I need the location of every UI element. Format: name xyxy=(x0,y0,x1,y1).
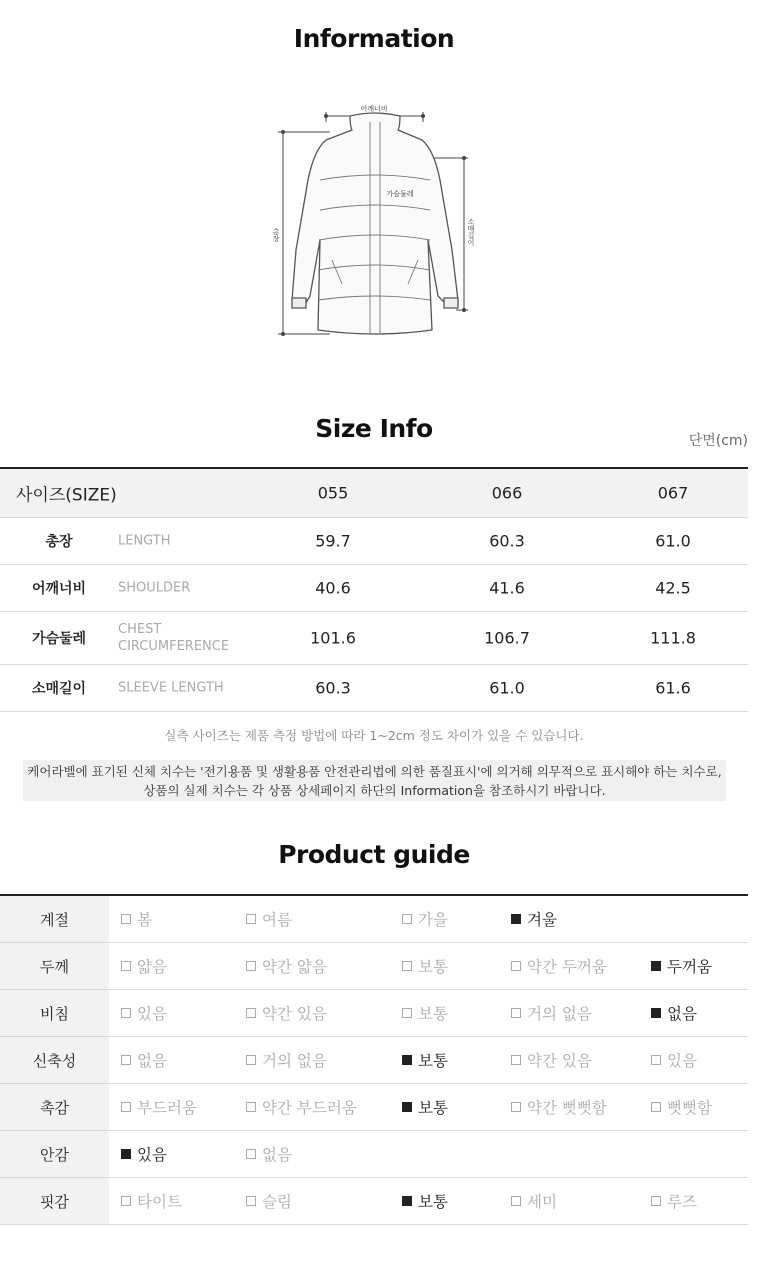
unchecked-box-icon xyxy=(511,961,521,971)
unchecked-box-icon xyxy=(121,1102,131,1112)
guide-option xyxy=(651,955,712,977)
guide-option-label: 약간 두꺼움 xyxy=(527,958,607,976)
guide-option xyxy=(511,955,607,977)
guide-option xyxy=(121,1002,167,1024)
size-row-kr: 어깨너비 xyxy=(31,581,87,597)
measurement-note: 실측 사이즈는 제품 측정 방법에 따라 1~2cm 정도 차이가 있을 수 있습니다. xyxy=(164,728,584,743)
unit-label: 단면(cm) xyxy=(688,433,748,449)
guide-option-label: 약간 있음 xyxy=(527,1052,592,1070)
size-value: 41.6 xyxy=(489,578,525,598)
unchecked-box-icon xyxy=(246,1102,256,1112)
diagram-label-shoulder: 어깨너비 xyxy=(360,105,388,113)
guide-option-label: 약간 얇음 xyxy=(262,958,327,976)
guide-option xyxy=(511,1049,592,1071)
unchecked-box-icon xyxy=(651,1102,661,1112)
guide-option-label: 가을 xyxy=(418,911,448,929)
size-value: 101.6 xyxy=(310,628,356,648)
size-value: 61.6 xyxy=(655,678,691,698)
guide-option-label: 세미 xyxy=(527,1193,557,1211)
size-value: 111.8 xyxy=(650,628,696,648)
guide-option-label: 보통 xyxy=(418,1193,448,1211)
size-table xyxy=(0,467,748,712)
guide-option-label: 보통 xyxy=(418,1052,448,1070)
unchecked-box-icon xyxy=(402,914,412,924)
checked-box-icon xyxy=(402,1102,412,1112)
guide-option xyxy=(511,1002,592,1024)
product-guide-table xyxy=(0,894,748,1225)
size-table-header xyxy=(0,469,748,518)
size-row-kr: 소매길이 xyxy=(31,681,87,697)
jacket-measurement-diagram xyxy=(270,100,480,340)
unchecked-box-icon xyxy=(121,1196,131,1206)
size-header-067: 067 xyxy=(657,483,689,503)
guide-option-label: 약간 부드러움 xyxy=(262,1099,357,1117)
guide-option xyxy=(121,908,152,930)
unchecked-box-icon xyxy=(246,1149,256,1159)
size-value: 59.7 xyxy=(315,531,351,551)
size-row-kr: 가슴둘레 xyxy=(31,631,87,647)
size-info-title: Size Info xyxy=(315,414,433,443)
guide-option xyxy=(246,908,292,930)
guide-option xyxy=(402,1049,448,1071)
guide-row xyxy=(0,943,748,990)
care-label-notice xyxy=(23,760,726,801)
size-header-055: 055 xyxy=(317,483,349,503)
guide-option xyxy=(651,1096,712,1118)
guide-option xyxy=(246,1002,327,1024)
guide-category: 촉감 xyxy=(0,1084,109,1130)
size-row-en: SLEEVE LENGTH xyxy=(118,680,224,696)
guide-option xyxy=(121,1143,167,1165)
guide-option-label: 거의 없음 xyxy=(262,1052,327,1070)
unchecked-box-icon xyxy=(511,1102,521,1112)
checked-box-icon xyxy=(402,1055,412,1065)
guide-row xyxy=(0,1084,748,1131)
guide-option xyxy=(651,1049,697,1071)
unchecked-box-icon xyxy=(651,1055,661,1065)
unchecked-box-icon xyxy=(246,1196,256,1206)
unchecked-box-icon xyxy=(246,961,256,971)
unchecked-box-icon xyxy=(246,1055,256,1065)
guide-category: 비침 xyxy=(0,990,109,1036)
notice-line: 케어라벨에 표기된 신체 치수는 '전기용품 및 생활용품 안전관리법에 의한 품질표시'에 의거해 의무적으로 표시해야 하는 치수로, xyxy=(27,764,722,779)
guide-option xyxy=(121,955,167,977)
guide-option xyxy=(651,1190,697,1212)
size-row-length xyxy=(0,518,748,565)
unchecked-box-icon xyxy=(651,1196,661,1206)
guide-option xyxy=(246,955,327,977)
unchecked-box-icon xyxy=(121,914,131,924)
guide-option-label: 없음 xyxy=(667,1005,697,1023)
guide-option xyxy=(511,1096,607,1118)
size-value: 61.0 xyxy=(655,531,691,551)
unchecked-box-icon xyxy=(121,961,131,971)
guide-option xyxy=(246,1049,327,1071)
information-title: Information xyxy=(293,24,455,53)
unchecked-box-icon xyxy=(246,914,256,924)
size-row-kr: 총장 xyxy=(45,534,73,550)
size-value: 60.3 xyxy=(315,678,351,698)
checked-box-icon xyxy=(651,1008,661,1018)
size-value: 42.5 xyxy=(655,578,691,598)
size-value: 61.0 xyxy=(489,678,525,698)
guide-option-label: 보통 xyxy=(418,958,448,976)
unchecked-box-icon xyxy=(402,1008,412,1018)
guide-category: 계절 xyxy=(0,896,109,942)
guide-option xyxy=(511,908,557,930)
checked-box-icon xyxy=(402,1196,412,1206)
guide-option-label: 있음 xyxy=(137,1005,167,1023)
size-value: 60.3 xyxy=(489,531,525,551)
guide-option-label: 보통 xyxy=(418,1099,448,1117)
product-guide-title: Product guide xyxy=(278,840,470,869)
unchecked-box-icon xyxy=(402,961,412,971)
guide-category: 핏감 xyxy=(0,1178,109,1224)
guide-option xyxy=(651,1002,697,1024)
guide-option xyxy=(121,1049,167,1071)
guide-option xyxy=(402,1002,448,1024)
guide-option-label: 보통 xyxy=(418,1005,448,1023)
guide-option-label: 있음 xyxy=(667,1052,697,1070)
guide-category: 신축성 xyxy=(0,1037,109,1083)
size-row-en: SHOULDER xyxy=(118,580,191,596)
guide-option-label: 거의 없음 xyxy=(527,1005,592,1023)
guide-row xyxy=(0,1037,748,1084)
guide-row xyxy=(0,1131,748,1178)
unchecked-box-icon xyxy=(121,1055,131,1065)
size-row-shoulder xyxy=(0,565,748,612)
guide-option-label: 약간 뻣뻣함 xyxy=(527,1099,607,1117)
guide-option-label: 루즈 xyxy=(667,1193,697,1211)
guide-option-label: 타이트 xyxy=(137,1193,182,1211)
diagram-label-chest: 가슴둘레 xyxy=(386,190,414,198)
diagram-label-sleeve: 소매길이 xyxy=(467,218,475,246)
diagram-label-length: 총장 xyxy=(272,228,280,242)
guide-option-label: 있음 xyxy=(137,1146,167,1164)
guide-option xyxy=(402,908,448,930)
guide-option xyxy=(402,955,448,977)
guide-row xyxy=(0,896,748,943)
unchecked-box-icon xyxy=(246,1008,256,1018)
guide-option-label: 겨울 xyxy=(527,911,557,929)
checked-box-icon xyxy=(121,1149,131,1159)
size-row-chest xyxy=(0,612,748,665)
checked-box-icon xyxy=(511,914,521,924)
guide-option-label: 부드러움 xyxy=(137,1099,197,1117)
unchecked-box-icon xyxy=(121,1008,131,1018)
guide-option-label: 없음 xyxy=(262,1146,292,1164)
guide-option-label: 약간 있음 xyxy=(262,1005,327,1023)
guide-row xyxy=(0,990,748,1037)
guide-option-label: 여름 xyxy=(262,911,292,929)
guide-option xyxy=(246,1190,292,1212)
guide-category: 안감 xyxy=(0,1131,109,1177)
size-row-en: CHEST CIRCUMFERENCE xyxy=(118,622,230,654)
guide-category: 두께 xyxy=(0,943,109,989)
size-header-label: 사이즈(SIZE) xyxy=(16,485,117,506)
guide-option-label: 슬림 xyxy=(262,1193,292,1211)
size-value: 40.6 xyxy=(315,578,351,598)
guide-option-label: 두꺼움 xyxy=(667,958,712,976)
size-header-066: 066 xyxy=(491,483,523,503)
size-row-sleeve xyxy=(0,665,748,712)
guide-option-label: 뻣뻣함 xyxy=(667,1099,712,1117)
checked-box-icon xyxy=(651,961,661,971)
notice-line: 상품의 실제 치수는 각 상품 상세페이지 하단의 Information을 참조하시기 바랍니다. xyxy=(143,783,606,798)
guide-option-label: 봄 xyxy=(137,911,152,929)
guide-option-label: 없음 xyxy=(137,1052,167,1070)
guide-option xyxy=(246,1096,357,1118)
unchecked-box-icon xyxy=(511,1196,521,1206)
guide-row xyxy=(0,1178,748,1225)
guide-option xyxy=(511,1190,557,1212)
guide-option-label: 얇음 xyxy=(137,958,167,976)
guide-option xyxy=(246,1143,292,1165)
size-row-en: LENGTH xyxy=(118,533,171,549)
size-value: 106.7 xyxy=(484,628,530,648)
unchecked-box-icon xyxy=(511,1055,521,1065)
guide-option xyxy=(121,1190,182,1212)
guide-option xyxy=(121,1096,197,1118)
guide-option xyxy=(402,1096,448,1118)
unchecked-box-icon xyxy=(511,1008,521,1018)
guide-option xyxy=(402,1190,448,1212)
